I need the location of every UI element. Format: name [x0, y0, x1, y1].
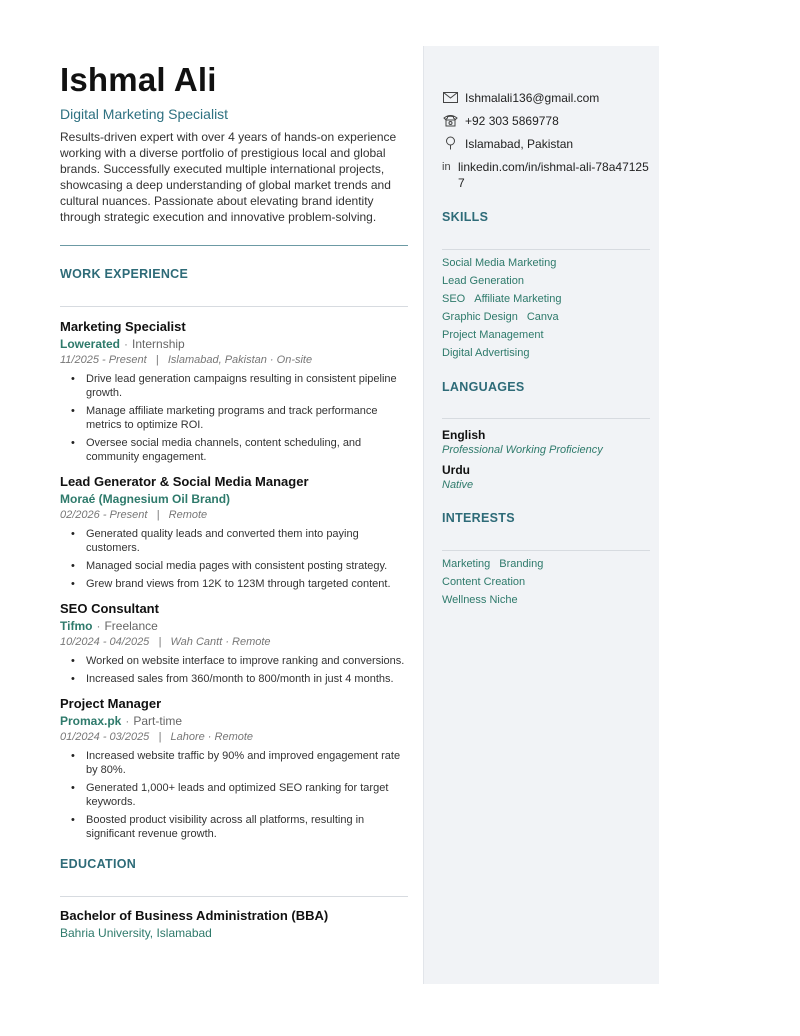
contact-location: Islamabad, Pakistan — [465, 137, 574, 151]
candidate-name: Ishmal Ali — [60, 61, 217, 98]
job-company: Promax.pk — [60, 714, 122, 728]
skill-item: Project Management — [442, 329, 544, 341]
linkedin-icon: in — [442, 161, 451, 173]
job-bullet: • Increased sales from 360/month to 800/month in just 4 months. — [60, 672, 408, 686]
contact-phone[interactable]: +92 303 5869778 — [465, 114, 559, 128]
job-entry — [60, 319, 408, 464]
job-meta: 10/2024 - 04/2025 | Wah Cantt · Remote — [60, 636, 271, 648]
languages-section-title: LANGUAGES — [442, 380, 525, 394]
contact-email-row — [442, 90, 650, 106]
job-entry — [60, 474, 408, 591]
skills-divider — [442, 249, 650, 250]
skill-item: Graphic Design — [442, 311, 518, 323]
sidebar-content — [442, 90, 650, 609]
contact-linkedin-row — [442, 159, 650, 191]
job-company-line — [60, 337, 408, 351]
summary-text: Results-driven expert with over 4 years of hands-on experience working with a diverse portfolio of prestigious local and global brands. Successfully executed multiple international projects, showcasing a deep understanding of global market trends and cultural nuances. Passionate about elevating brand identity through strategic execution and innovative problem-solving. — [60, 130, 397, 224]
contact-phone-row — [442, 113, 650, 129]
interests-divider — [442, 550, 650, 551]
interests-list — [442, 555, 650, 609]
skill-item: Digital Advertising — [442, 347, 530, 359]
job-meta: 11/2025 - Present | Islamabad, Pakistan · On-site — [60, 354, 313, 366]
job-title: Lead Generator & Social Media Manager — [60, 474, 309, 489]
job-company-line — [60, 619, 408, 633]
job-entry — [60, 696, 408, 841]
work-divider — [60, 306, 408, 307]
job-bullets — [60, 527, 408, 591]
sidebar — [423, 46, 659, 984]
jobs-list — [60, 319, 408, 841]
phone-icon — [442, 113, 458, 127]
job-bullets — [60, 372, 408, 464]
skills-section-title: SKILLS — [442, 210, 489, 224]
job-title: Project Manager — [60, 696, 162, 711]
interest-item: Marketing — [442, 558, 491, 570]
contact-location-row — [442, 136, 650, 152]
language-entry — [442, 463, 650, 491]
job-company-line — [60, 714, 408, 728]
job-bullet: • Boosted product visibility across all platforms, resulting in significant revenue growth. — [60, 813, 408, 841]
job-bullets — [60, 749, 408, 841]
skill-item: SEO — [442, 293, 466, 305]
job-bullets — [60, 654, 408, 686]
work-section-title: WORK EXPERIENCE — [60, 267, 189, 281]
job-title: SEO Consultant — [60, 601, 159, 616]
job-bullet: • Generated 1,000+ leads and optimized SEO ranking for target keywords. — [60, 781, 408, 809]
main-column — [60, 60, 408, 940]
job-entry — [60, 601, 408, 686]
job-company: Tifmo — [60, 619, 93, 633]
job-company: Moraé (Magnesium Oil Brand) — [60, 492, 231, 506]
skill-item: Affiliate Marketing — [474, 293, 562, 305]
skills-list — [442, 254, 650, 362]
job-bullet: • Increased website traffic by 90% and improved engagement rate by 80%. — [60, 749, 408, 777]
company-separator: · — [125, 714, 130, 728]
job-type: Freelance — [104, 619, 158, 633]
education-school: Bahria University, Islamabad — [60, 926, 212, 940]
education-entry — [60, 908, 408, 940]
education-divider — [60, 896, 408, 897]
job-company-line — [60, 492, 408, 506]
job-bullet: • Worked on website interface to improve ranking and conversions. — [60, 654, 408, 668]
job-bullet: • Drive lead generation campaigns resulting in consistent pipeline growth. — [60, 372, 408, 400]
education-degree: Bachelor of Business Administration (BBA) — [60, 908, 329, 923]
job-meta: 02/2026 - Present | Remote — [60, 509, 208, 521]
skill-item: Lead Generation — [442, 275, 524, 287]
job-bullet: • Generated quality leads and converted them into paying customers. — [60, 527, 408, 555]
contact-linkedin[interactable]: linkedin.com/in/ishmal-ali-78a471257 — [458, 160, 649, 190]
skill-item: Social Media Marketing — [442, 257, 557, 269]
candidate-role: Digital Marketing Specialist — [60, 106, 229, 122]
languages-divider — [442, 418, 650, 419]
interests-section-title: INTERESTS — [442, 511, 515, 525]
language-entry — [442, 428, 650, 456]
job-bullet: • Grew brand views from 12K to 123M through targeted content. — [60, 577, 408, 591]
education-section-title: EDUCATION — [60, 857, 137, 871]
job-meta: 01/2024 - 03/2025 | Lahore · Remote — [60, 731, 254, 743]
company-separator: · — [124, 337, 129, 351]
envelope-icon — [442, 90, 458, 104]
company-separator: · — [96, 619, 101, 633]
job-title: Marketing Specialist — [60, 319, 186, 334]
map-pin-icon — [442, 136, 458, 150]
language-level: Professional Working Proficiency — [442, 444, 603, 456]
interest-item: Wellness Niche — [442, 594, 518, 606]
job-bullet: • Manage affiliate marketing programs and track performance metrics to optimize ROI. — [60, 404, 408, 432]
job-company: Lowerated — [60, 337, 121, 351]
interest-item: Content Creation — [442, 576, 526, 588]
job-bullet: • Oversee social media channels, content scheduling, and community engagement. — [60, 436, 408, 464]
job-bullet: • Managed social media pages with consistent posting strategy. — [60, 559, 408, 573]
interest-item: Branding — [499, 558, 544, 570]
job-type: Part-time — [133, 714, 183, 728]
header-divider — [60, 245, 408, 246]
language-name: English — [442, 428, 486, 442]
language-name: Urdu — [442, 463, 470, 477]
skill-item: Canva — [526, 311, 559, 323]
contact-email[interactable]: Ishmalali136@gmail.com — [465, 91, 600, 105]
job-type: Internship — [132, 337, 185, 351]
language-level: Native — [442, 479, 474, 491]
